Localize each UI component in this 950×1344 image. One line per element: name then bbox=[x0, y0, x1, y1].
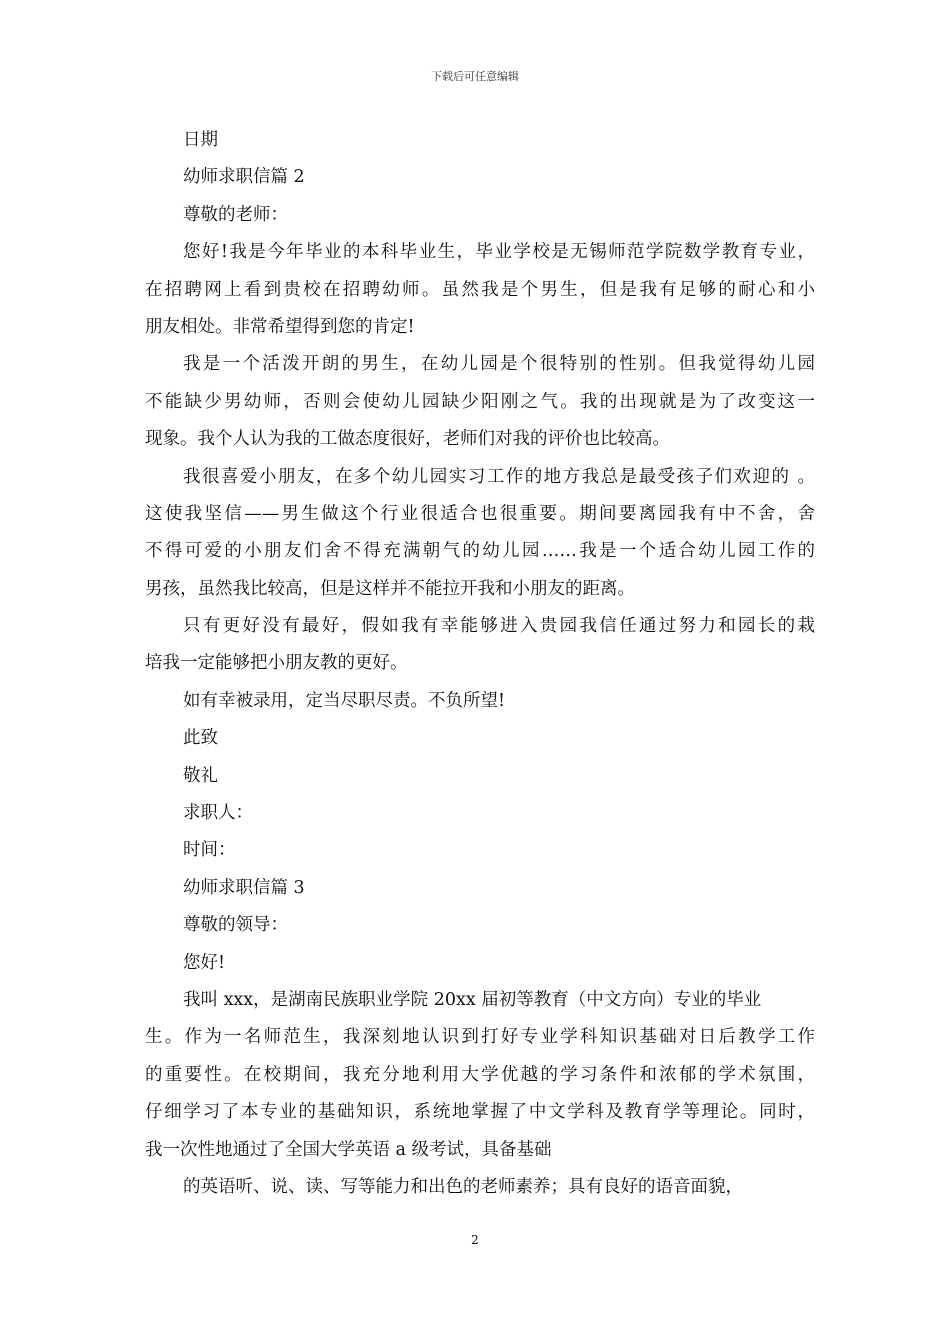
text-line: 这使我坚信——男生做这个行业很适合也很重要。期间要离园我有中不舍，舍 bbox=[145, 503, 815, 524]
text-line: 男孩，虽然我比较高，但是这样并不能拉开我和小朋友的距离。 bbox=[145, 578, 635, 599]
text-line: 如有幸被录用，定当尽职尽责。不负所望! bbox=[183, 690, 506, 711]
text-line: 我是一个活泼开朗的男生，在幼儿园是个很特别的性别。但我觉得幼儿园 bbox=[183, 354, 815, 375]
text-line: 时间： bbox=[183, 840, 236, 861]
page-number: 2 bbox=[471, 1233, 479, 1247]
text-line: 此致 bbox=[183, 728, 218, 749]
text-line: 日期 bbox=[183, 130, 218, 150]
text-line: 我一次性地通过了全国大学英语 a 级考试，具备基础 bbox=[145, 1139, 552, 1160]
document-body bbox=[145, 122, 815, 1206]
text-line: 的重要性。在校期间，我充分地利用大学优越的学习条件和浓郁的学术氛围， bbox=[145, 1064, 815, 1085]
text-line: 在招聘网上看到贵校在招聘幼师。虽然我是个男生，但是我有足够的耐心和小 bbox=[145, 279, 815, 300]
text-line: 尊敬的领导： bbox=[183, 915, 288, 936]
text-line: 现象。我个人认为我的工做态度很好，老师们对我的评价也比较高。 bbox=[145, 429, 670, 450]
text-line: 幼师求职信篇 2 bbox=[183, 167, 305, 188]
text-line: 的英语听、说、读、写等能力和出色的老师素养；具有良好的语音面貌， bbox=[183, 1176, 743, 1197]
text-line: 我很喜爱小朋友，在多个幼儿园实习工作的地方我总是最受孩子们欢迎的 。 bbox=[183, 466, 815, 487]
text-line: 我叫 xxx，是湖南民族职业学院 20xx 届初等教育（中文方向）专业的毕业 bbox=[183, 989, 762, 1010]
text-line: 只有更好没有最好，假如我有幸能够进入贵园我信任通过努力和园长的栽 bbox=[183, 616, 815, 637]
text-line: 生。作为一名师范生，我深刻地认识到打好专业学科知识基础对日后教学工作 bbox=[145, 1027, 815, 1048]
page-header-note: 下载后可任意编辑 bbox=[431, 70, 519, 83]
text-line: 尊敬的老师： bbox=[183, 204, 288, 225]
text-line: 不得可爱的小朋友们舍不得充满朝气的幼儿园……我是一个适合幼儿园工作的 bbox=[145, 541, 815, 562]
text-line: 幼师求职信篇 3 bbox=[183, 877, 305, 898]
text-line: 敬礼 bbox=[183, 765, 218, 786]
text-line: 朋友相处。非常希望得到您的肯定! bbox=[145, 316, 415, 337]
text-line: 不能缺少男幼师，否则会使幼儿园缺少阳刚之气。我的出现就是为了改变这一 bbox=[145, 391, 815, 412]
text-line: 仔细学习了本专业的基础知识，系统地掌握了中文学科及教育学等理论。同时， bbox=[145, 1102, 815, 1123]
text-line: 求职人： bbox=[183, 803, 253, 824]
text-line: 您好!我是今年毕业的本科毕业生，毕业学校是无锡师范学院数学教育专业， bbox=[183, 242, 815, 263]
text-line: 您好! bbox=[183, 952, 226, 973]
text-line: 培我一定能够把小朋友教的更好。 bbox=[145, 653, 408, 674]
